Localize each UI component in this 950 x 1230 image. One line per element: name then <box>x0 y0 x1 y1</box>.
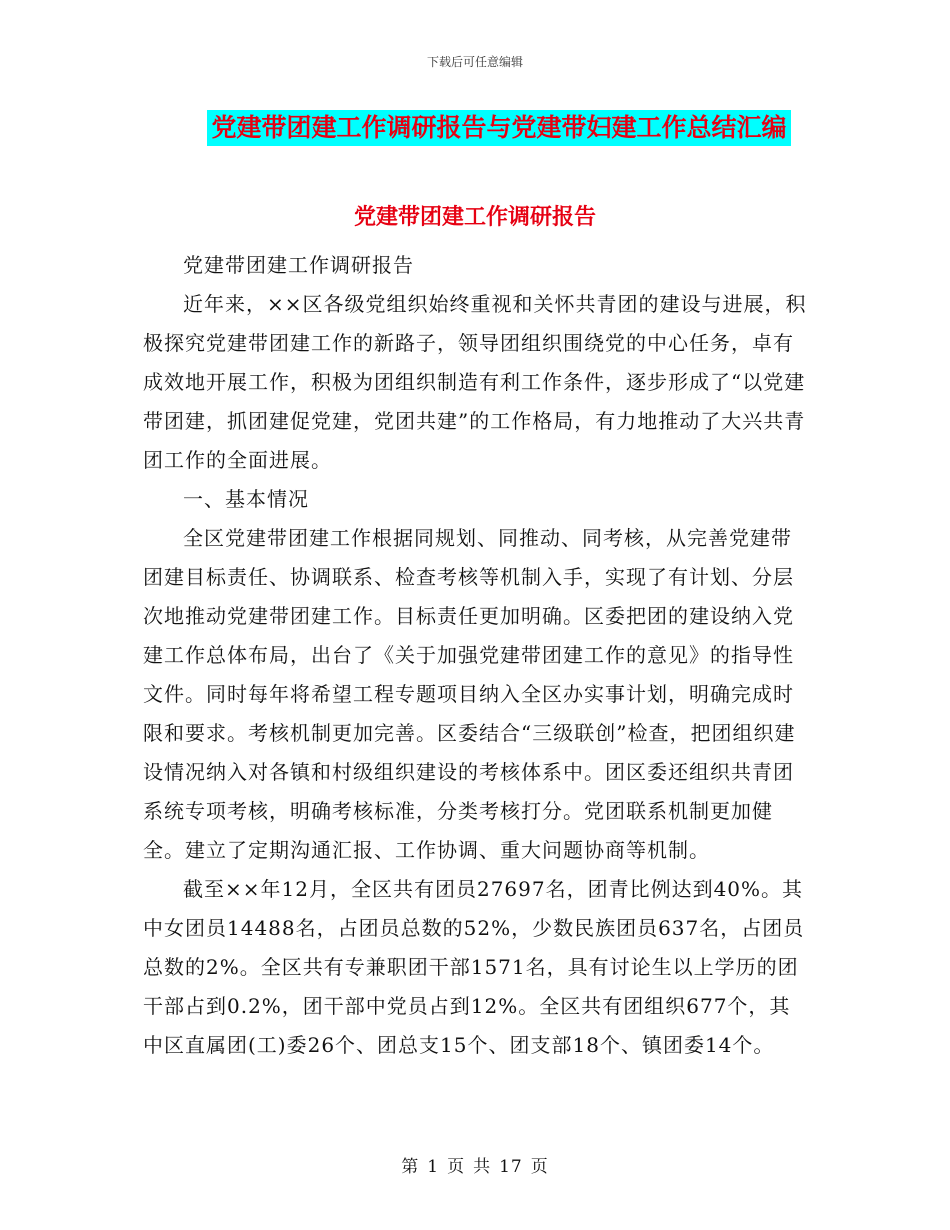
footer-total-prefix: 共 <box>473 1157 492 1177</box>
header-note: 下载后可任意编辑 <box>426 55 523 69</box>
page-footer <box>0 1152 950 1177</box>
footer-page-prefix: 第 <box>401 1157 420 1177</box>
paragraph-heading-basic-situation: 一、基本情况 <box>183 487 309 511</box>
document-body <box>143 246 810 1065</box>
document-title-container <box>0 110 950 146</box>
footer-total-pages: 17 <box>499 1157 523 1177</box>
footer-page-mid: 页 <box>447 1157 466 1177</box>
paragraph-intro: 近年来，××区各级党组织始终重视和关怀共青团的建设与进展，积极探究党建带团建工作的新路子，领导团组织围绕党的中心任务，卓有成效地开展工作，积极为团组织制造有利工作条件，逐步形成了“以党建带团建，抓团建促党建，党团共建”的工作格局，有力地推动了大兴共青团工作的全面进展。 <box>143 292 807 472</box>
paragraph-mechanisms: 全区党建带团建工作根据同规划、同推动、同考核，从完善党建带团建目标责任、协调联系、检查考核等机制入手，实现了有计划、分层次地推动党建带团建工作。目标责任更加明确。区委把团的建设纳入党建工作总体布局，出台了《关于加强党建带团建工作的意见》的指导性文件。同时每年将希望工程专题项目纳入全区办实事计划，明确完成时限和要求。考核机制更加完善。区委结合“三级联创”检查，把团组织建设情况纳入对各镇和村级组织建设的考核体系中。团区委还组织共青团系统专项考核，明确考核标准，分类考核打分。党团联系机制更加健全。建立了定期沟通汇报、工作协调、重大问题协商等机制。 <box>143 526 796 862</box>
footer-total-suffix: 页 <box>530 1157 549 1177</box>
paragraph-statistics: 截至××年12月，全区共有团员27697名，团青比例达到40%。其中女团员14488名，占团员总数的52%，少数民族团员637名，占团员总数的2%。全区共有专兼职团干部1571名，具有讨论生以上学历的团干部占到0.2%，团干部中党员占到12%。全区共有团组织677个，其中区直属团(工)委26个、团总支15个、团支部18个、镇团委14个。 <box>143 877 805 1057</box>
section-title: 党建带团建工作调研报告 <box>353 204 596 230</box>
paragraph-report-heading: 党建带团建工作调研报告 <box>183 253 414 277</box>
document-title: 党建带团建工作调研报告与党建带妇建工作总结汇编 <box>207 110 790 146</box>
footer-page-number: 1 <box>427 1157 440 1177</box>
